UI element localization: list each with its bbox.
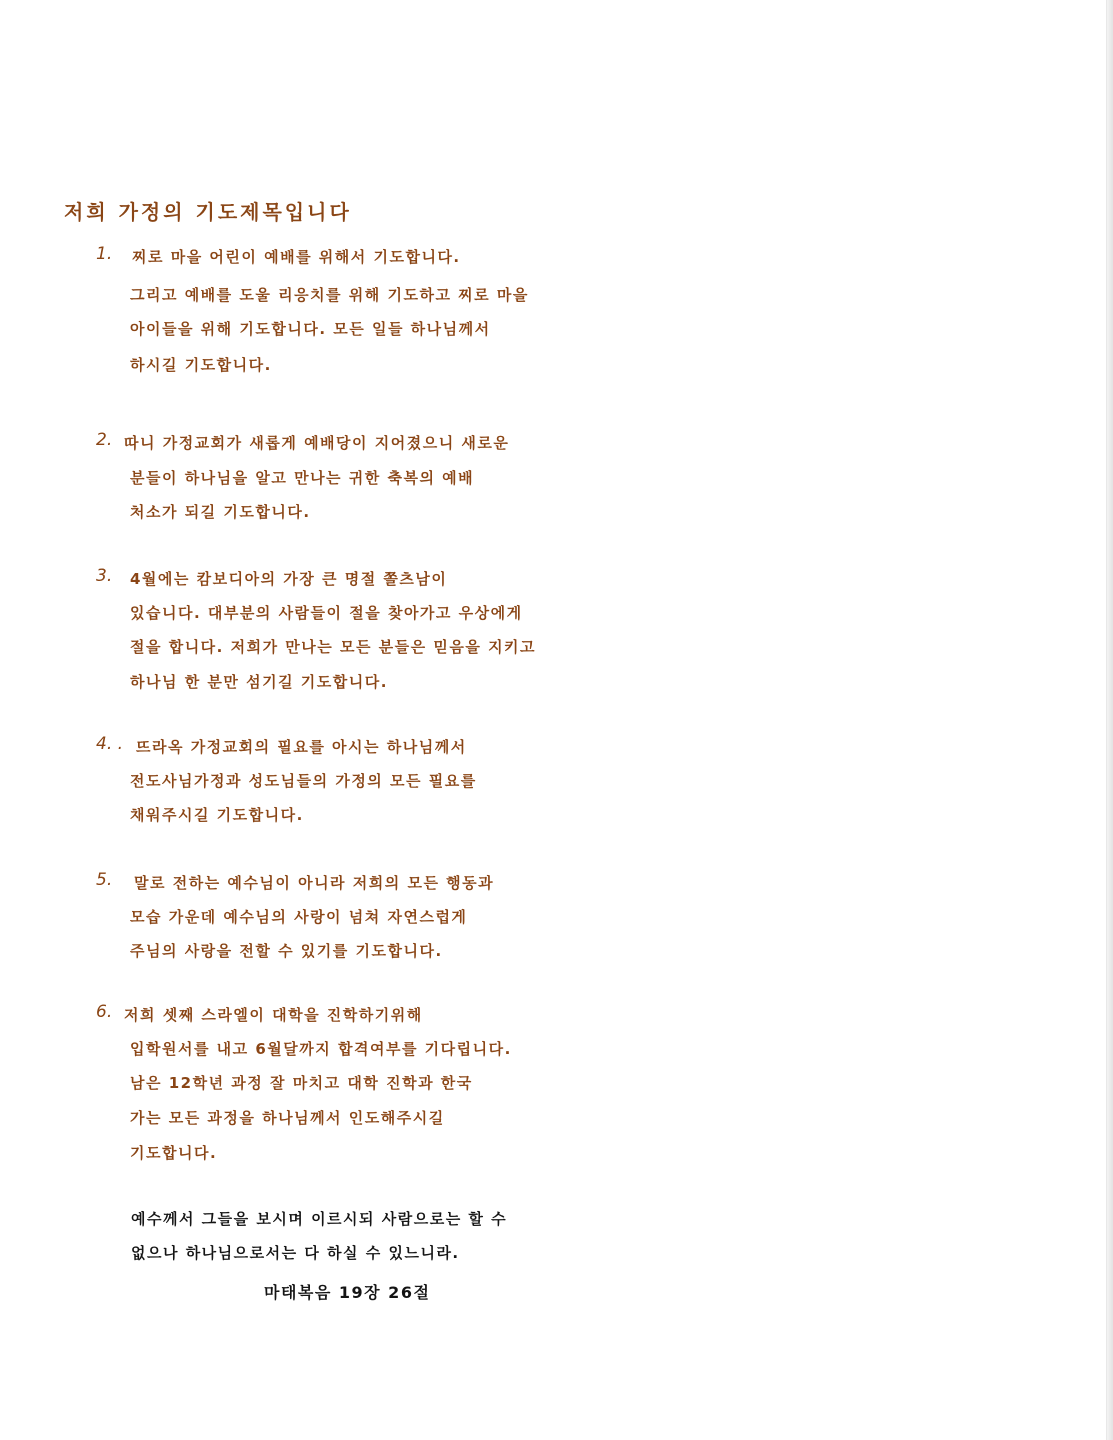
item-line: 있습니다. 대부분의 사람들이 절을 찾아가고 우상에게 (130, 604, 523, 622)
item-line: 저희 셋째 스라엘이 대학을 진학하기위해 (124, 1006, 423, 1024)
item-line: 분들이 하나님을 알고 만나는 귀한 축복의 예배 (130, 469, 475, 487)
item-line: 가는 모든 과정을 하나님께서 인도해주시길 (130, 1109, 445, 1127)
page-edge (1106, 0, 1113, 1440)
item-number: 4. . (96, 734, 124, 754)
item-line: 기도합니다. (130, 1144, 218, 1162)
verse-line: 없으나 하나님으로서는 다 하실 수 있느니라. (131, 1244, 460, 1262)
item-number: 3. (96, 566, 113, 586)
item-line: 뜨라옥 가정교회의 필요를 아시는 하나님께서 (136, 738, 467, 756)
item-line: 그리고 예배를 도울 리응치를 위해 기도하고 찌로 마을 (130, 286, 529, 304)
item-line: 주님의 사랑을 전할 수 있기를 기도합니다. (130, 942, 443, 960)
item-line: 모습 가운데 예수님의 사랑이 넘쳐 자연스럽게 (130, 908, 468, 926)
item-number: 1. (96, 244, 113, 264)
verse-reference: 마태복음 19장 26절 (264, 1283, 431, 1302)
item-line: 입학원서를 내고 6월달까지 합격여부를 기다립니다. (130, 1040, 512, 1058)
item-number: 6. (96, 1002, 113, 1022)
item-line: 전도사님가정과 성도님들의 가정의 모든 필요를 (130, 772, 477, 790)
item-line: 말로 전하는 예수님이 아니라 저희의 모든 행동과 (134, 874, 495, 892)
item-line: 처소가 되길 기도합니다. (130, 503, 311, 521)
verse-line: 예수께서 그들을 보시며 이르시되 사람으로는 할 수 (131, 1210, 508, 1228)
item-line: 하나님 한 분만 섬기길 기도합니다. (130, 673, 388, 691)
item-line: 아이들을 위해 기도합니다. 모든 일들 하나님께서 (130, 320, 491, 338)
item-line: 4월에는 캄보디아의 가장 큰 명절 쫄츠남이 (130, 570, 448, 588)
item-line: 하시길 기도합니다. (130, 356, 272, 374)
item-number: 5. (96, 870, 113, 890)
item-line: 찌로 마을 어린이 예배를 위해서 기도합니다. (132, 248, 461, 266)
item-line: 채워주시길 기도합니다. (130, 806, 304, 824)
item-line: 따니 가정교회가 새롭게 예배당이 지어졌으니 새로운 (124, 434, 510, 452)
item-line: 남은 12학년 과정 잘 마치고 대학 진학과 한국 (130, 1074, 473, 1092)
page-title: 저희 가정의 기도제목입니다 (64, 200, 352, 224)
item-number: 2. (96, 430, 113, 450)
item-line: 절을 합니다. 저희가 만나는 모든 분들은 믿음을 지키고 (130, 638, 537, 656)
